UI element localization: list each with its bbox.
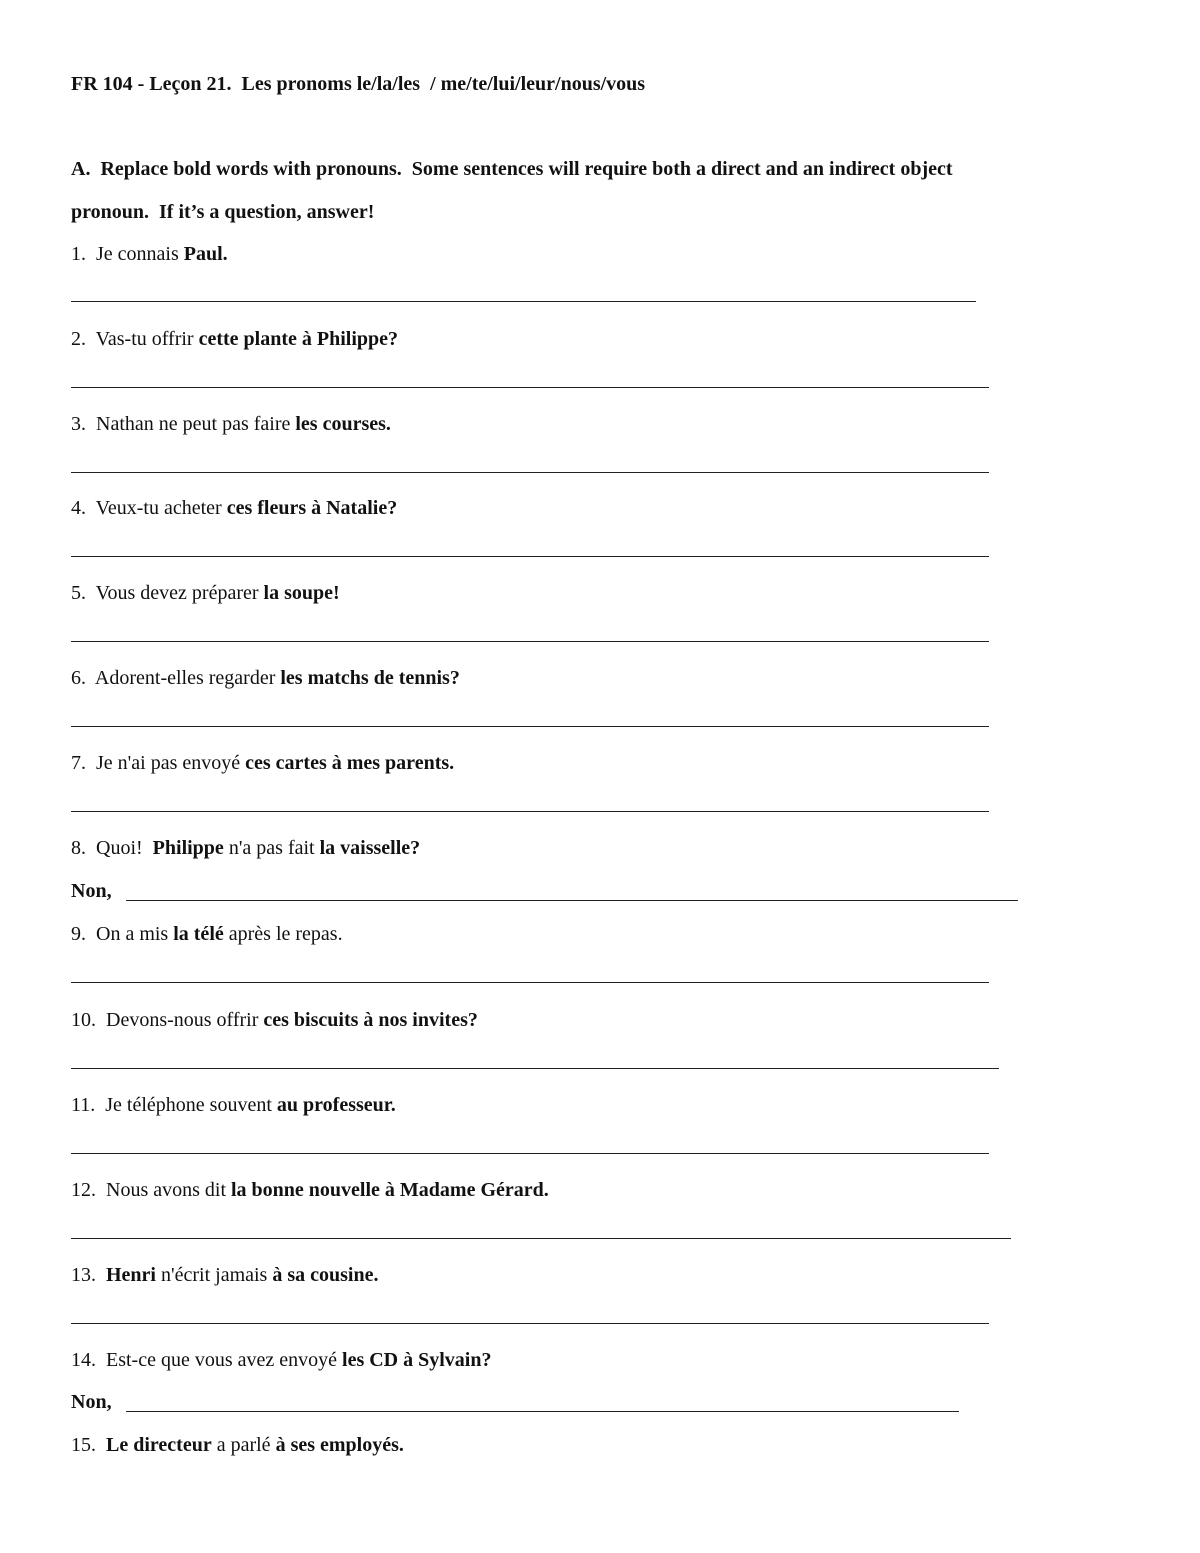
answer-line-7[interactable] [71, 811, 989, 812]
answer-line-12[interactable] [71, 1238, 1011, 1239]
bold-target-words: ces biscuits à nos invites? [263, 1009, 478, 1031]
item-number: 1. [71, 243, 96, 265]
bold-target-words: Paul. [183, 243, 228, 265]
item-number: 13. [71, 1264, 106, 1286]
sentence-text: On a mis [96, 923, 174, 945]
sentence-text: Je n'ai pas envoyé [96, 752, 246, 774]
item-number: 4. [71, 497, 96, 519]
instructions-line-2: pronoun. If it’s a question, answer! [71, 201, 375, 223]
bold-target-words: cette plante à Philippe? [198, 328, 399, 350]
answer-line-4[interactable] [71, 556, 989, 557]
instructions-line-1: A. Replace bold words with pronouns. Some sentences will require both a direct and an indirect object [71, 158, 953, 180]
sentence-text: Devons-nous offrir [106, 1009, 264, 1031]
exercise-item-2 [71, 327, 398, 351]
exercise-item-3 [71, 412, 391, 436]
sentence-text: n'a pas fait [223, 837, 320, 859]
exercise-item-4 [71, 496, 397, 520]
sentence-text: Veux-tu acheter [95, 497, 227, 519]
exercise-item-10 [71, 1008, 478, 1032]
sentence-text: Je téléphone souvent [105, 1094, 277, 1116]
bold-target-words: la télé [173, 923, 224, 945]
answer-line-11[interactable] [71, 1153, 989, 1154]
answer-line-8[interactable] [126, 900, 1018, 901]
bold-target-words: ces cartes à mes parents. [245, 752, 455, 774]
sentence-text: Vas-tu offrir [95, 328, 199, 350]
page-title: FR 104 - Leçon 21. Les pronoms le/la/les / me/te/lui/leur/nous/vous [71, 73, 646, 95]
bold-target-words: à sa cousine. [272, 1264, 379, 1286]
answer-line-10[interactable] [71, 1068, 999, 1069]
bold-target-words: ces fleurs à Natalie? [226, 497, 398, 519]
bold-target-words: les CD à Sylvain? [342, 1349, 492, 1371]
exercise-item-15 [71, 1433, 404, 1457]
item-number: 9. [71, 923, 96, 945]
exercise-item-13 [71, 1263, 378, 1287]
bold-target-words: la vaisselle? [319, 837, 421, 859]
sentence-text: Je connais [96, 243, 184, 265]
bold-target-words: Henri [106, 1264, 156, 1286]
bold-target-words: au professeur. [276, 1094, 396, 1116]
answer-line-1[interactable] [71, 301, 976, 302]
non-answer-label: Non, [71, 1391, 112, 1413]
exercise-item-5 [71, 581, 340, 605]
item-number: 10. [71, 1009, 106, 1031]
answer-line-6[interactable] [71, 726, 989, 727]
exercise-item-11 [71, 1093, 396, 1117]
exercise-item-12 [71, 1178, 549, 1202]
item-number: 2. [71, 328, 96, 350]
answer-line-9[interactable] [71, 982, 989, 983]
sentence-text: Nous avons dit [106, 1179, 231, 1201]
sentence-text: après le repas. [223, 923, 343, 945]
bold-target-words: à ses employés. [275, 1434, 404, 1456]
sentence-text: Quoi! [96, 837, 153, 859]
answer-line-2[interactable] [71, 387, 989, 388]
item-number: 12. [71, 1179, 106, 1201]
sentence-text: n'écrit jamais [156, 1264, 273, 1286]
bold-target-words: la soupe! [263, 582, 340, 604]
item-number: 15. [71, 1434, 106, 1456]
item-number: 14. [71, 1349, 106, 1371]
sentence-text: Nathan ne peut pas faire [96, 413, 296, 435]
sentence-text: Vous devez préparer [95, 582, 264, 604]
answer-line-3[interactable] [71, 472, 989, 473]
exercise-item-6 [71, 666, 460, 690]
bold-target-words: Le directeur [106, 1434, 212, 1456]
bold-target-words: la bonne nouvelle à Madame Gérard. [231, 1179, 549, 1201]
item-number: 7. [71, 752, 96, 774]
exercise-item-8 [71, 836, 420, 860]
answer-line-14[interactable] [126, 1411, 959, 1412]
bold-target-words: Philippe [152, 837, 224, 859]
sentence-text: a parlé [211, 1434, 276, 1456]
exercise-item-9 [71, 922, 343, 946]
item-number: 8. [71, 837, 96, 859]
item-number: 5. [71, 582, 96, 604]
item-number: 6. [71, 667, 95, 689]
exercise-item-7 [71, 751, 454, 775]
bold-target-words: les matchs de tennis? [280, 667, 460, 689]
non-answer-label: Non, [71, 880, 112, 902]
item-number: 3. [71, 413, 96, 435]
sentence-text: Est-ce que vous avez envoyé [106, 1349, 343, 1371]
bold-target-words: les courses. [295, 413, 391, 435]
item-number: 11. [71, 1094, 106, 1116]
sentence-text: Adorent-elles regarder [94, 667, 281, 689]
answer-line-5[interactable] [71, 641, 989, 642]
exercise-item-14 [71, 1348, 491, 1372]
exercise-item-1 [71, 242, 228, 266]
answer-line-13[interactable] [71, 1323, 989, 1324]
